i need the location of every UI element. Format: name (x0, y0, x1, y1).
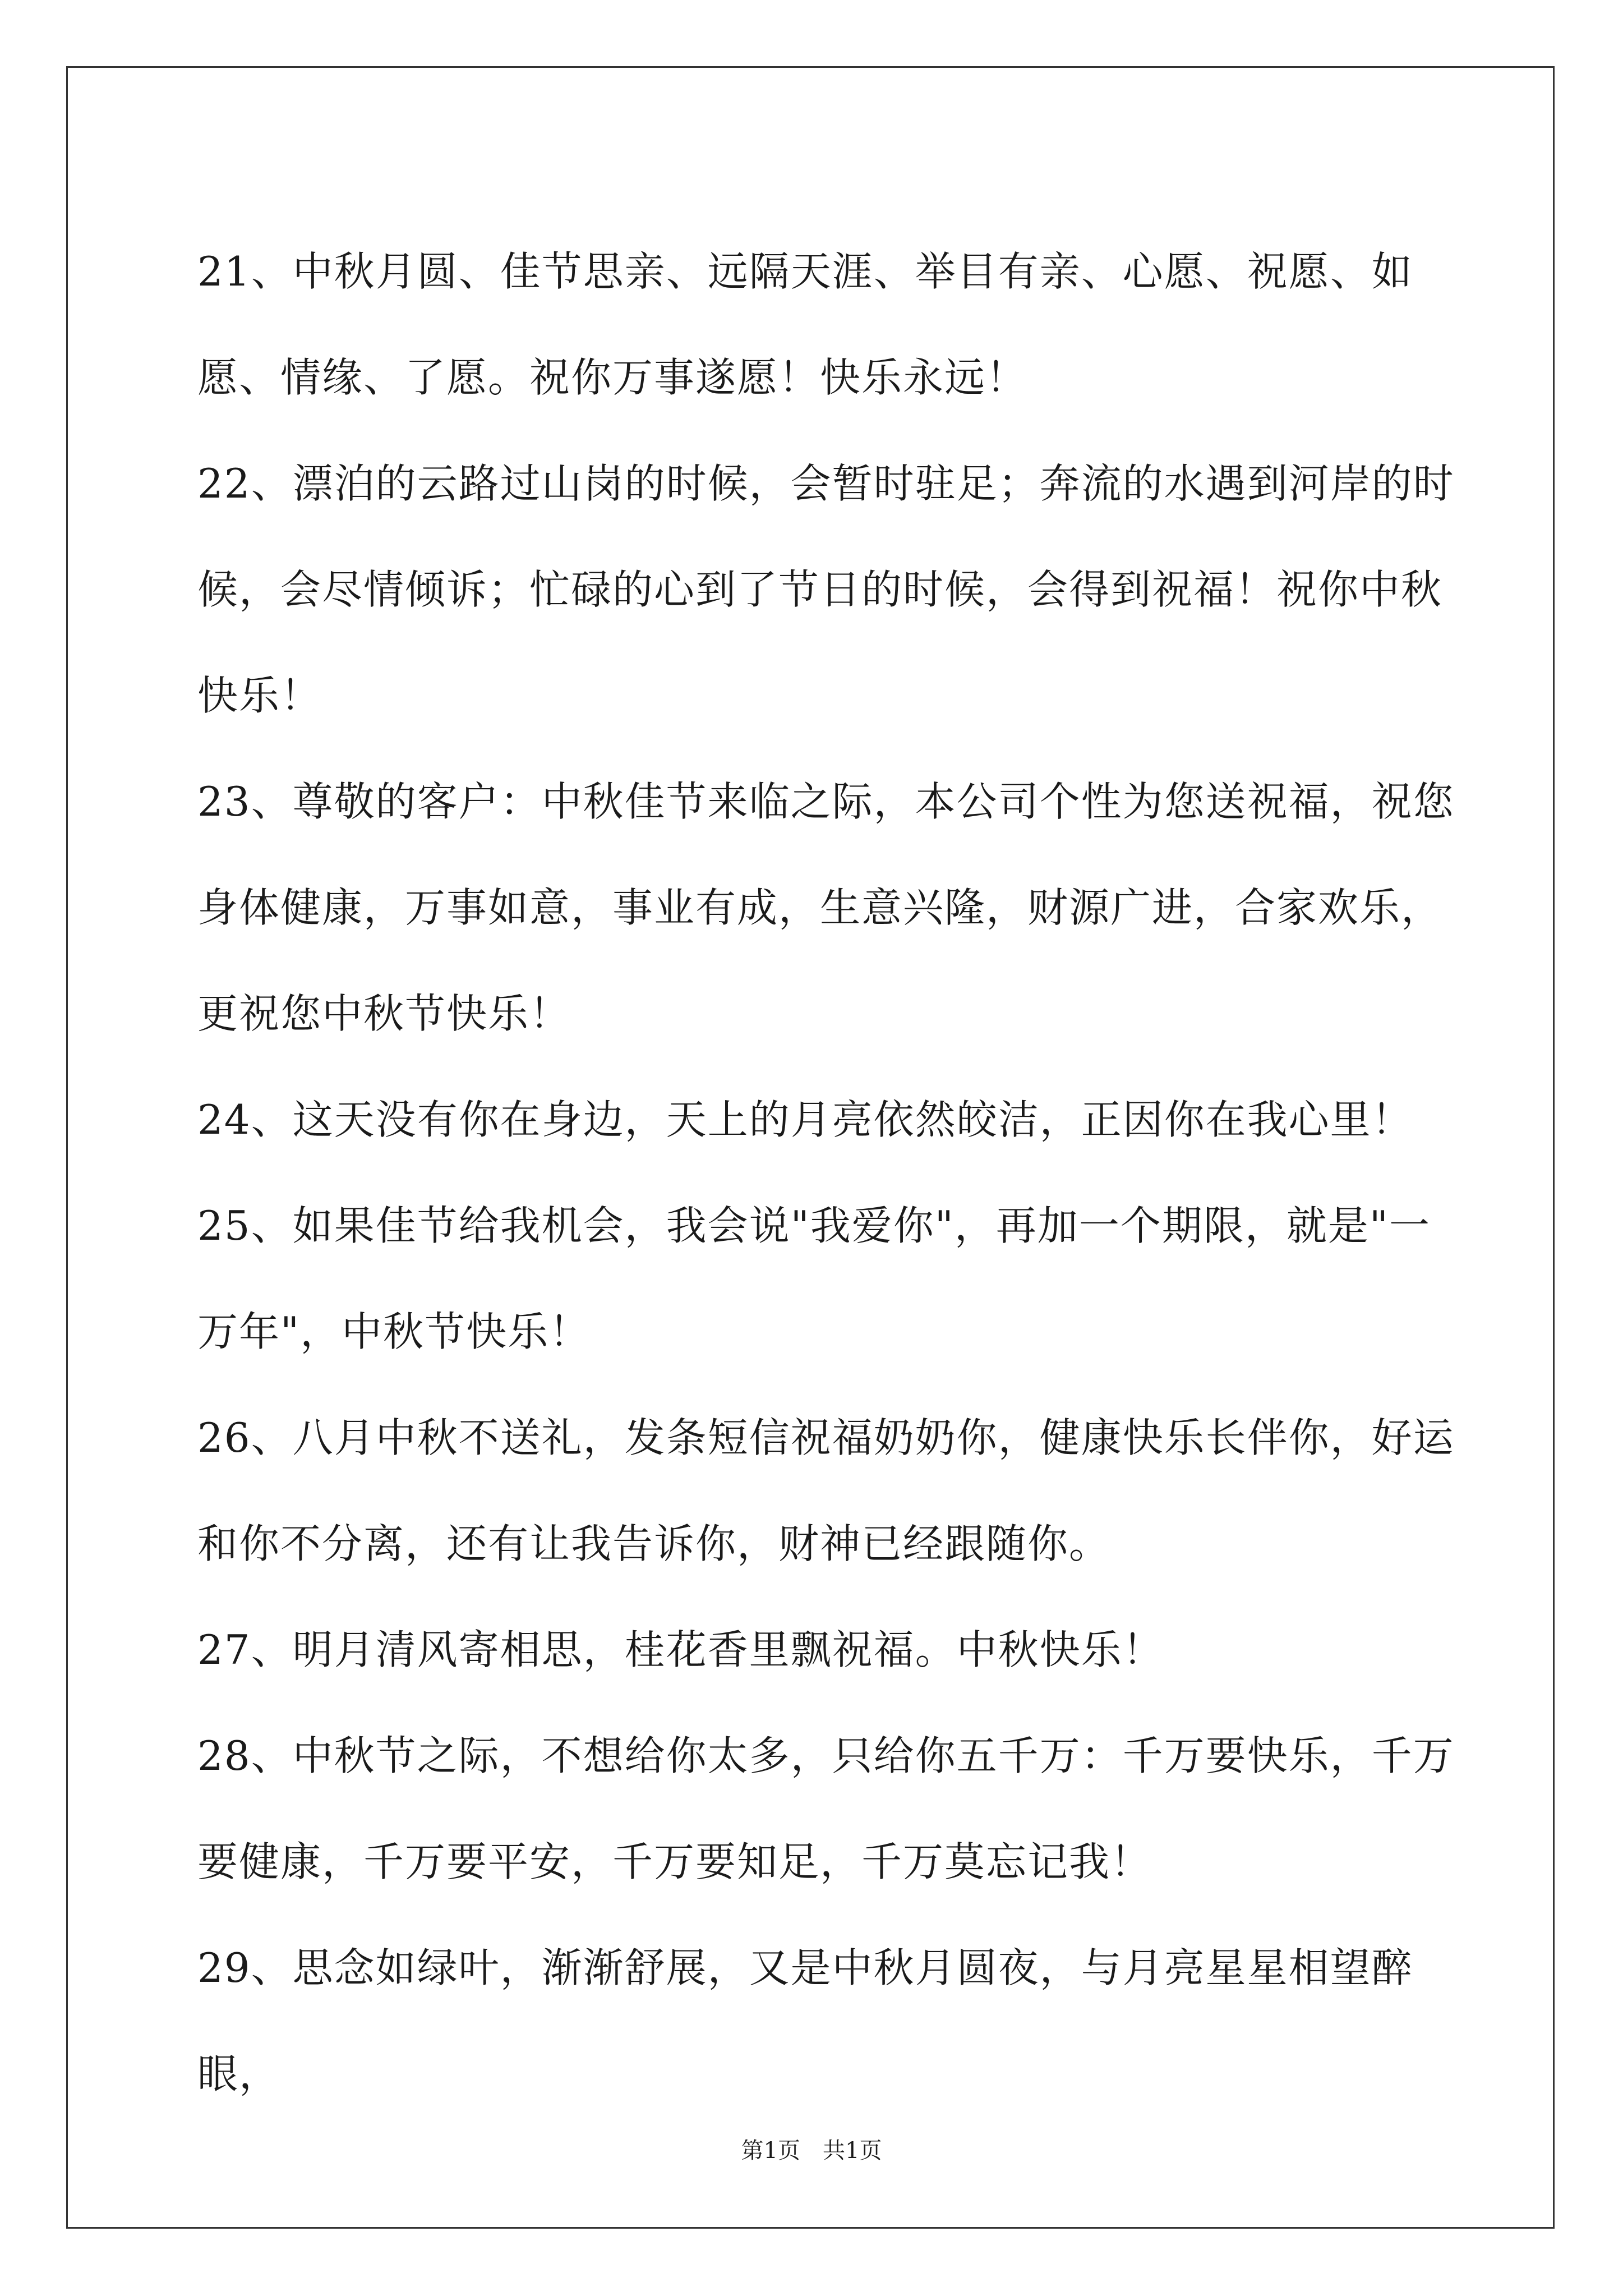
paragraph-22: 22、漂泊的云路过山岗的时候，会暂时驻足；奔流的水遇到河岸的时候，会尽情倾诉；忙碌的心到了节日的时候，会得到祝福！祝你中秋快乐！ (197, 460, 1455, 719)
paragraph-23: 23、尊敬的客户：中秋佳节来临之际，本公司个性为您送祝福，祝您身体健康，万事如意，事业有成，生意兴隆，财源广进，合家欢乐，更祝您中秋节快乐！ (197, 778, 1455, 1037)
document-body (197, 219, 1470, 2127)
paragraph-25: 25、如果佳节给我机会，我会说"我爱你"，再加一个期限，就是"一万年"，中秋节快乐！ (197, 1202, 1431, 1355)
paragraph-28: 28、中秋节之际，不想给你太多，只给你五千万：千万要快乐，千万要健康，千万要平安，千万要知足，千万莫忘记我！ (197, 1732, 1455, 1885)
paragraph-27: 27、明月清风寄相思，桂花香里飘祝福。中秋快乐！ (197, 1626, 1164, 1673)
paragraph-24: 24、这天没有你在身边，天上的月亮依然皎洁，正因你在我心里！ (197, 1096, 1413, 1143)
paragraph-29: 29、思念如绿叶，渐渐舒展，又是中秋月圆夜，与月亮星星相望醉眼， (197, 1944, 1413, 2097)
page-number-footer: 第1页 共1页 (741, 2138, 882, 2164)
paragraph-21: 21、中秋月圆、佳节思亲、远隔天涯、举目有亲、心愿、祝愿、如愿、情缘、了愿。祝你万事遂愿！快乐永远！ (197, 248, 1413, 401)
paragraph-26: 26、八月中秋不送礼，发条短信祝福奶奶你，健康快乐长伴你，好运和你不分离，还有让我告诉你，财神已经跟随你。 (197, 1414, 1455, 1567)
